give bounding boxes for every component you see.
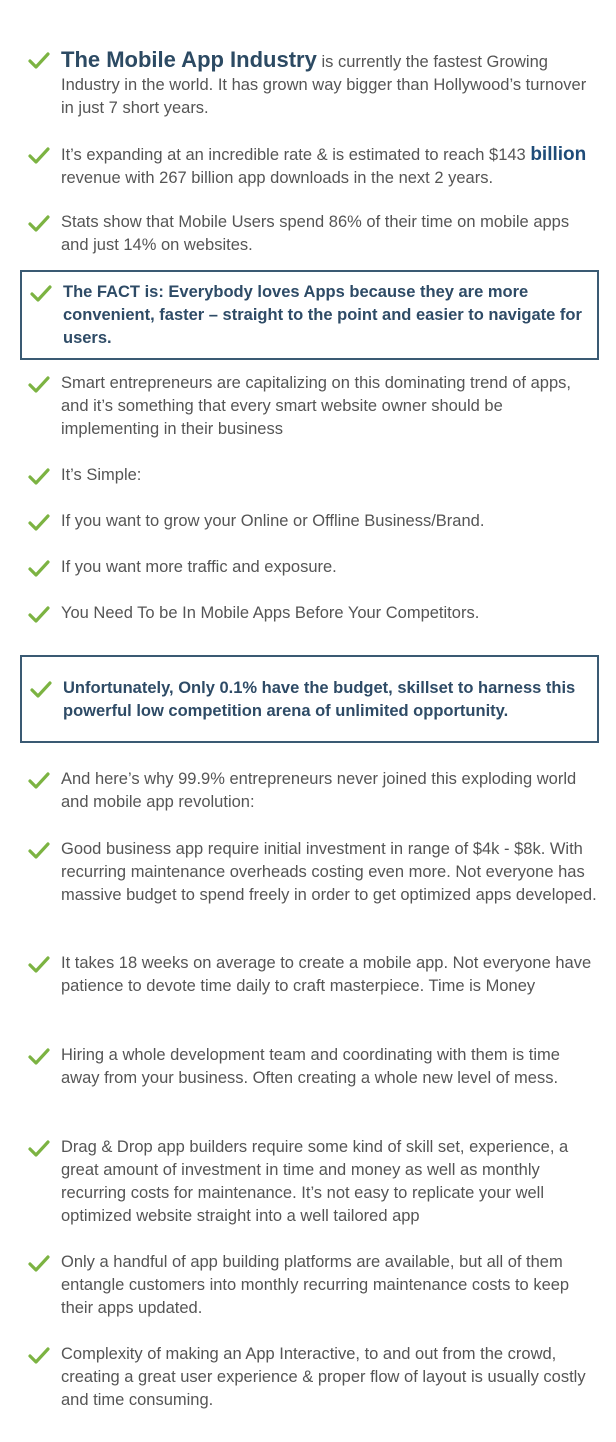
headline-highlight: The Mobile App Industry bbox=[61, 47, 317, 72]
list-item-smart-entrepreneurs bbox=[26, 372, 601, 441]
check-icon bbox=[28, 1048, 50, 1066]
check-icon bbox=[28, 376, 50, 394]
check-icon bbox=[28, 1140, 50, 1158]
check-icon bbox=[30, 285, 52, 303]
list-item-text: Complexity of making an App Interactive, to and out from the crowd, creating a great user experience & proper flow of layout is usually costly and time consuming. bbox=[61, 1345, 586, 1409]
highlight-box-unfortunately bbox=[20, 655, 599, 743]
list-item-hiring bbox=[26, 1044, 601, 1090]
list-item-text: Good business app require initial investment in range of $4k - $8k. With recurring maintenance overheads costing even more. Not everyone has massive budget to spend freely in order to get optimized apps developed. bbox=[61, 840, 597, 904]
highlight-box-text: Unfortunately, Only 0.1% have the budget, skillset to harness this powerful low competition arena of unlimited opportunity. bbox=[63, 679, 576, 720]
check-icon bbox=[28, 560, 50, 578]
check-icon bbox=[28, 468, 50, 486]
list-item-grow-business bbox=[26, 510, 601, 533]
list-item-complexity bbox=[26, 1343, 601, 1412]
list-item-text: Drag & Drop app builders require some kind of skill set, experience, a great amount of investment in time and money as well as monthly recurring costs for maintenance. It’s not easy to replicate your well optimized website straight into a well tailored app bbox=[61, 1138, 569, 1225]
list-item-text: Only a handful of app building platforms are available, but all of them entangle customers into monthly recurring maintenance costs to keep their apps updated. bbox=[61, 1253, 570, 1317]
check-icon bbox=[28, 147, 50, 165]
list-item-competitors bbox=[26, 602, 601, 625]
list-item-text: If you want more traffic and exposure. bbox=[61, 558, 337, 576]
list-item-text: It’s expanding at an incredible rate & is estimated to reach $143 billion revenue with 267 billion app downloads in the next 2 years. bbox=[61, 144, 587, 187]
check-icon bbox=[28, 52, 50, 70]
list-item-simple bbox=[26, 464, 601, 487]
check-icon bbox=[28, 514, 50, 532]
list-item-text: And here’s why 99.9% entrepreneurs never joined this exploding world and mobile app revolution: bbox=[61, 770, 577, 811]
list-item-mobile-app-industry bbox=[26, 48, 601, 120]
list-item-text: Smart entrepreneurs are capitalizing on this dominating trend of apps, and it’s something that every smart website owner should be implementing in their business bbox=[61, 374, 571, 438]
list-item-why bbox=[26, 768, 601, 814]
list-item-stats bbox=[26, 211, 601, 257]
list-item-text: It’s Simple: bbox=[61, 466, 142, 484]
list-item-text: It takes 18 weeks on average to create a mobile app. Not everyone have patience to devote time daily to craft masterpiece. Time is Money bbox=[61, 954, 592, 995]
check-icon bbox=[28, 842, 50, 860]
check-icon bbox=[28, 1347, 50, 1365]
check-icon bbox=[28, 956, 50, 974]
billion-highlight: billion bbox=[530, 144, 587, 165]
list-item-text: You Need To be In Mobile Apps Before Your Competitors. bbox=[61, 604, 480, 622]
check-icon bbox=[28, 215, 50, 233]
list-item-traffic bbox=[26, 556, 601, 579]
highlight-box-fact bbox=[20, 270, 599, 360]
list-item-text: If you want to grow your Online or Offline Business/Brand. bbox=[61, 512, 485, 530]
list-item-platforms bbox=[26, 1251, 601, 1320]
list-item-text: Hiring a whole development team and coordinating with them is time away from your business. Often creating a whole new level of mess. bbox=[61, 1046, 560, 1087]
check-icon bbox=[28, 606, 50, 624]
list-item-18-weeks bbox=[26, 952, 601, 998]
check-icon bbox=[30, 681, 52, 699]
list-item-text: Stats show that Mobile Users spend 86% of their time on mobile apps and just 14% on websites. bbox=[61, 213, 570, 254]
list-item-investment bbox=[26, 838, 601, 907]
list-item-text: The Mobile App Industry is currently the fastest Growing Industry in the world. It has grown way bigger than Hollywood’s turnover in just 7 short years. bbox=[61, 47, 587, 117]
list-item-expanding bbox=[26, 143, 601, 190]
list-item-drag-drop bbox=[26, 1136, 601, 1228]
check-icon bbox=[28, 1255, 50, 1273]
highlight-box-text: The FACT is: Everybody loves Apps because they are more convenient, faster – straight to the point and easier to navigate for users. bbox=[63, 283, 582, 347]
check-icon bbox=[28, 772, 50, 790]
